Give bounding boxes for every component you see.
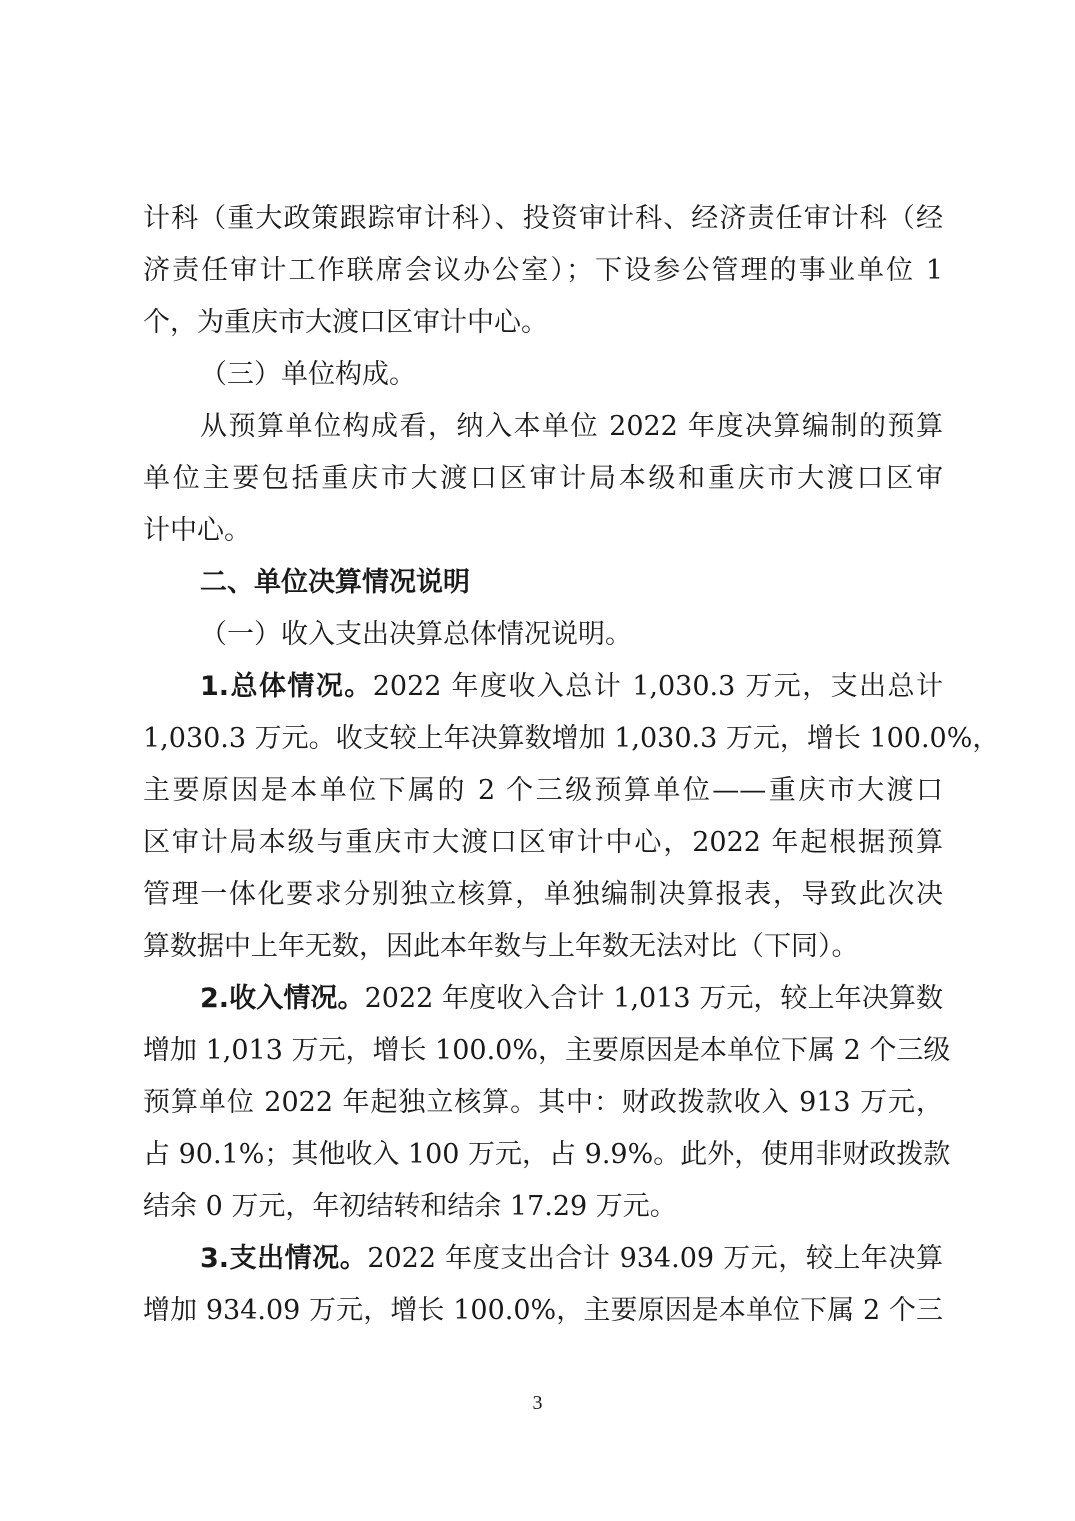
- paragraph-line: 算数据中上年无数，因此本年数与上年数无法对比（下同）。: [143, 931, 859, 962]
- paragraph-line: 预算单位 2022 年起独立核算。其中：财政拨款收入 913 万元，: [143, 1087, 943, 1118]
- paragraph-line: 从预算单位构成看，纳入本单位 2022 年度决算编制的预算: [200, 411, 943, 442]
- paragraph-line: 计科（重大政策跟踪审计科）、投资审计科、经济责任审计科（经: [143, 203, 943, 234]
- item-text: 2022 年度支出合计 934.09 万元，较上年决算: [367, 1243, 944, 1274]
- item-lead: 2.收入情况。: [200, 983, 365, 1014]
- paragraph-line: 计中心。: [143, 515, 251, 546]
- item-lead: 3.支出情况。: [200, 1243, 368, 1274]
- page-number: 3: [532, 1392, 543, 1414]
- paragraph-line: 个，为重庆市大渡口区审计中心。: [143, 307, 548, 338]
- paragraph-line: [200, 661, 943, 713]
- subsection-heading: （一）收入支出决算总体情况说明。: [200, 619, 632, 650]
- paragraph-line: 济责任审计工作联席会议办公室）；下设参公管理的事业单位 1: [143, 255, 943, 286]
- paragraph-line: 结余 0 万元，年初结转和结余 17.29 万元。: [143, 1191, 677, 1222]
- section-heading: 二、单位决算情况说明: [200, 567, 470, 598]
- paragraph-line: 1,030.3 万元。收支较上年决算数增加 1,030.3 万元，增长 100.0%，: [143, 723, 1000, 754]
- paragraph-line: 主要原因是本单位下属的 2 个三级预算单位——重庆市大渡口: [143, 775, 943, 806]
- item-text: 2022 年度收入合计 1,013 万元，较上年决算数: [364, 983, 943, 1014]
- paragraph-line: [200, 973, 943, 1025]
- item-lead: 1.总体情况。: [200, 671, 373, 702]
- paragraph-line: 区审计局本级与重庆市大渡口区审计中心，2022 年起根据预算: [143, 827, 943, 858]
- paragraph-line: 管理一体化要求分别独立核算，单独编制决算报表，导致此次决: [143, 879, 943, 910]
- paragraph-line: 单位主要包括重庆市大渡口区审计局本级和重庆市大渡口区审: [143, 463, 943, 494]
- paragraph-line: [200, 1233, 943, 1285]
- paragraph-line: 增加 1,013 万元，增长 100.0%，主要原因是本单位下属 2 个三级: [143, 1035, 951, 1066]
- paragraph-line: 占 90.1%；其他收入 100 万元，占 9.9%。此外，使用非财政拨款: [143, 1139, 951, 1170]
- item-text: 2022 年度收入总计 1,030.3 万元，支出总计: [372, 671, 943, 702]
- paragraph-line: 增加 934.09 万元，增长 100.0%，主要原因是本单位下属 2 个三: [143, 1295, 943, 1326]
- subsection-heading: （三）单位构成。: [200, 359, 416, 390]
